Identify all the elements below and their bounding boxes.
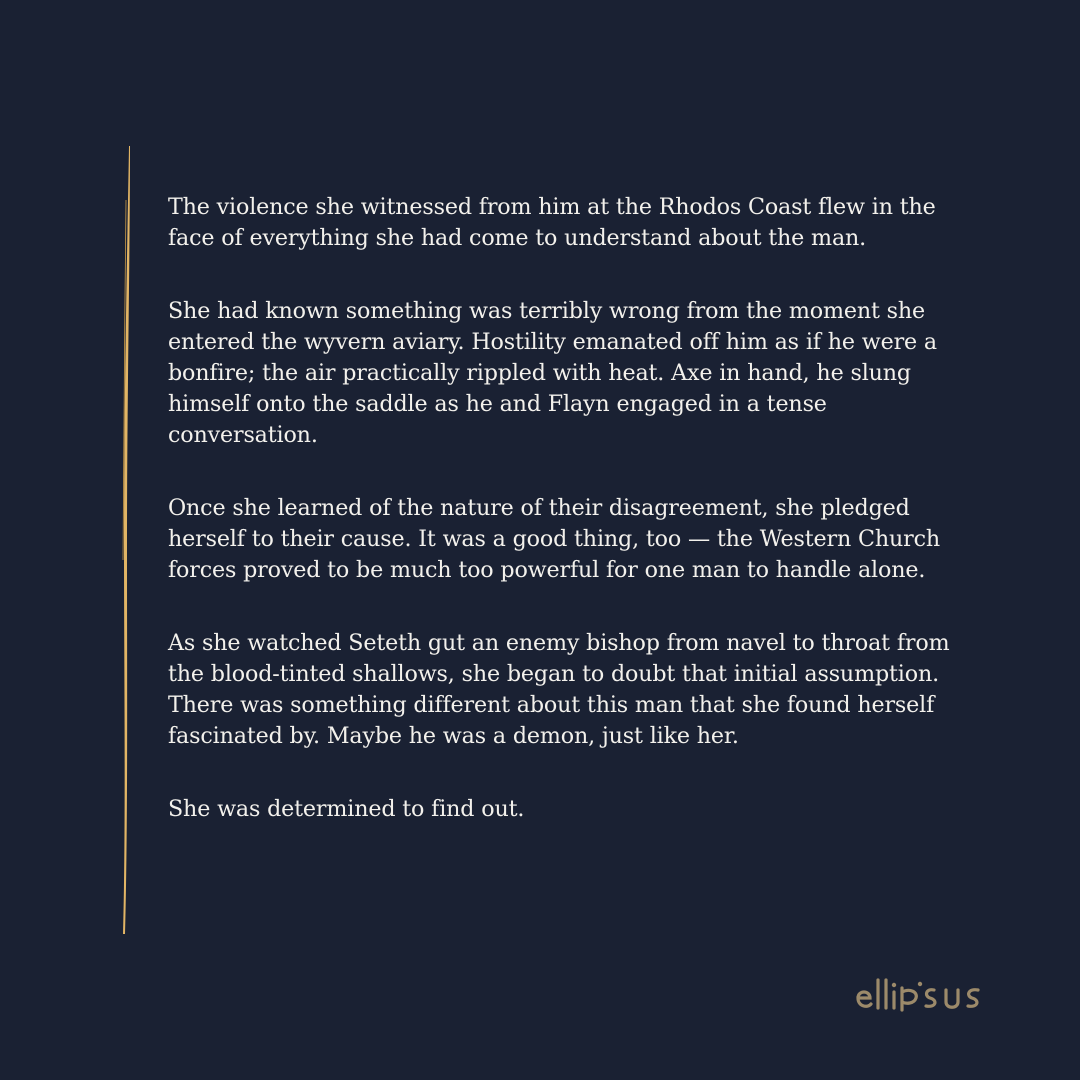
paragraph-3: Once she learned of the nature of their disagreement, she pledged herself to their cause. It was a good thing, too — the Western Church forces proved to be much too powerful for one man to handle alone. xyxy=(168,495,940,583)
paragraph-4: As she watched Seteth gut an enemy bishop from navel to throat from the blood-tinted shallows, she began to doubt that initial assumption. There was something different about this man that she found herself fascinated by. Maybe he was a demon, just like her. xyxy=(168,630,950,749)
paragraph-1: The violence she witnessed from him at the Rhodos Coast flew in the face of everything she had come to understand about the man. xyxy=(168,194,936,251)
gold-brushstroke-divider xyxy=(112,140,142,940)
story-text xyxy=(168,192,968,825)
paragraph-5: She was determined to find out. xyxy=(168,796,525,822)
ellipsus-logo xyxy=(854,974,1004,1014)
paragraph-2: She had known something was terribly wrong from the moment she entered the wyvern aviary. Hostility emanated off him as if he were a bonfire; the air practically rippled with heat. Axe in hand, he slung himself onto the saddle as he and Flayn engaged in a tense conversation. xyxy=(168,298,937,448)
